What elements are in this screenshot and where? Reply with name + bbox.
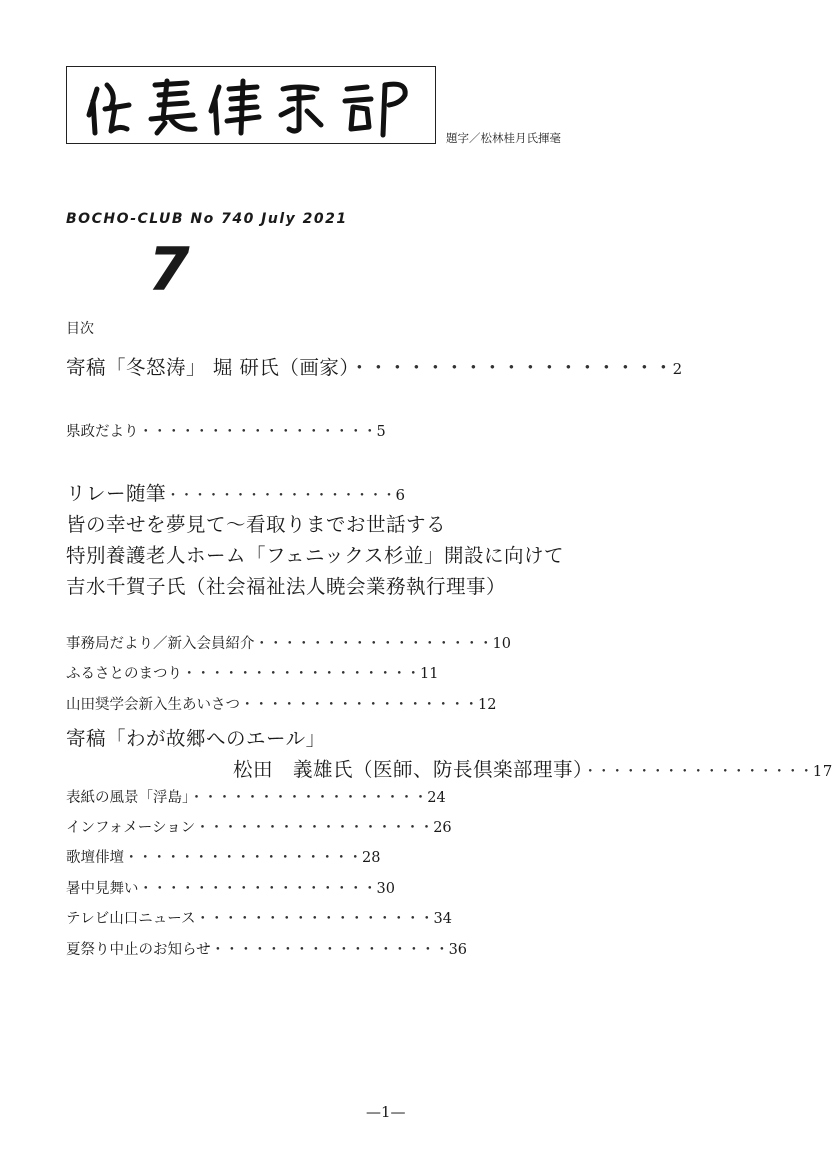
page-number: 12 [478, 697, 497, 713]
entry-title: リレー随筆 [66, 482, 167, 505]
toc-entry[interactable] [66, 698, 496, 713]
masthead-logo [66, 66, 436, 144]
toc-entry-kensei[interactable] [66, 425, 386, 440]
leader-dots: ・・・・・・・・・・・・・・・・・ [124, 850, 362, 866]
leader-dots: ・・・・・・・・・・・・・・・・・ [583, 764, 813, 780]
page-number: 28 [362, 850, 381, 866]
entry-title: 山田奨学会新入生あいさつ [66, 697, 240, 713]
toc-entry[interactable] [66, 637, 511, 652]
page-folio: —1— [366, 1103, 406, 1121]
leader-dots: ・・・・・・・・・・・・・・・・・ [195, 911, 434, 927]
toc-entry[interactable] [66, 851, 380, 866]
series-line: BOCHO-CLUB No 740 July 2021 [66, 211, 348, 227]
entry-title: 暑中見舞い [66, 881, 139, 897]
toc-entry-relay[interactable] [66, 484, 406, 504]
entry-title: 夏祭り中止のお知らせ [66, 942, 211, 958]
page-number: 2 [672, 360, 683, 378]
entry-title: インフォメーション [66, 820, 196, 836]
toc-entry[interactable] [66, 943, 467, 958]
leader-dots: ・・・・・・・・・・・・・・・・・ [254, 636, 493, 652]
entry-author: 松田 義雄氏（医師、防長倶楽部理事） [233, 758, 584, 781]
toc-heading: 目次 [66, 321, 94, 337]
page-number: 34 [433, 911, 452, 927]
page-number: 11 [420, 666, 439, 682]
feature2-author-line [233, 760, 833, 780]
calligraphy-logo [67, 67, 437, 145]
relay-subtitle-2: 特別養護老人ホーム「フェニックス杉並」開設に向けて [66, 544, 565, 567]
toc-entry[interactable] [66, 821, 452, 836]
relay-subtitle-1: 皆の幸せを夢見て～看取りまでお世話する [66, 513, 447, 536]
entry-title: ふるさとのまつり [66, 666, 182, 682]
leader-dots: ・・・・・・・・・・・・・・・・・ [240, 697, 478, 713]
toc-entry[interactable] [66, 791, 446, 806]
leader-dots: ・・・・・・・・・・・・・・・・・ [166, 488, 396, 504]
leader-dots: ・・・・・・・・・・・・・・・・・ [182, 666, 420, 682]
leader-dots: ・・・・・・・・・・・・・・・・・ [138, 881, 377, 897]
page-number: 10 [492, 636, 511, 652]
leader-dots: ・・・・・・・・・・・・・・・・・ [189, 790, 428, 806]
entry-title: 表紙の風景「浮島」 [66, 790, 190, 806]
leader-dots: ・・・・・・・・・・・・・・・・・ [195, 820, 434, 836]
toc-entry[interactable] [66, 667, 438, 682]
entry-title: 寄稿「冬怒涛」 堀 研氏（画家） [66, 356, 350, 379]
issue-number: 7 [148, 235, 190, 305]
entry-title: テレビ山口ニュース [66, 911, 196, 927]
page-number: 6 [395, 486, 406, 504]
toc-entry-feature2[interactable]: 寄稿「わが故郷へのエール」 [66, 727, 326, 750]
calligraphy-credit: 題字／松林桂月氏揮毫 [446, 131, 561, 145]
page-number: 36 [448, 942, 468, 958]
page-number: 30 [376, 881, 395, 897]
leader-dots: ・・・・・・・・・・・・・・・・・ [349, 356, 673, 379]
page-number: 26 [433, 820, 452, 836]
toc-entry[interactable] [66, 882, 395, 897]
leader-dots: ・・・・・・・・・・・・・・・・・ [138, 424, 377, 440]
relay-author: 吉水千賀子氏（社会福祉法人暁会業務執行理事） [66, 575, 507, 598]
toc-entry-feature1[interactable] [66, 358, 683, 378]
entry-title: 歌壇俳壇 [66, 850, 124, 866]
entry-title: 事務局だより／新入会員紹介 [66, 636, 255, 652]
leader-dots: ・・・・・・・・・・・・・・・・・ [210, 942, 449, 958]
page-number: 17 [812, 762, 833, 780]
entry-title: 県政だより [66, 424, 139, 440]
page-number: 24 [427, 790, 446, 806]
page-number: 5 [376, 424, 386, 440]
toc-entry[interactable] [66, 912, 452, 927]
